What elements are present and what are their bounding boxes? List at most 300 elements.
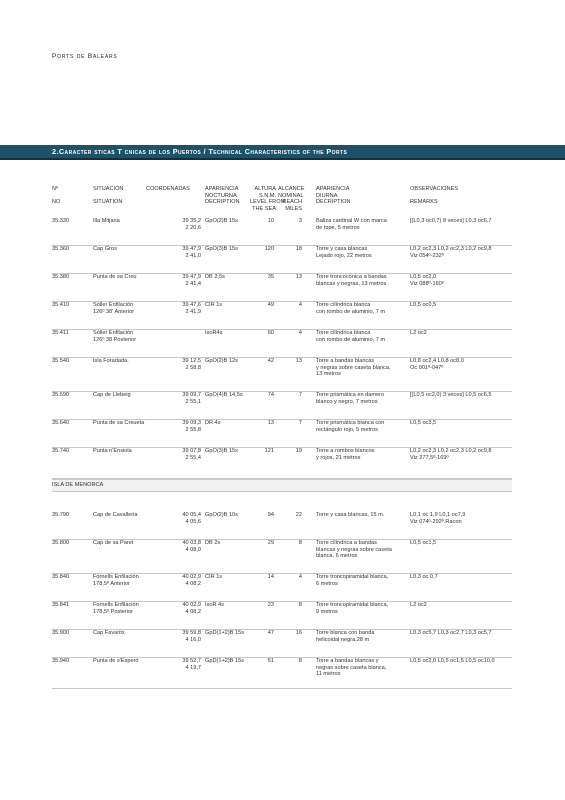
cell-altitude-line: 74: [267, 392, 274, 398]
header-coordinates: COORDENADAS: [146, 186, 190, 192]
cell-reach-line: 13: [295, 274, 302, 280]
cell-remarks: [410, 302, 436, 309]
cell-day-appearance-line: 6 metros: [316, 580, 338, 587]
cell-no: [52, 274, 69, 281]
cell-situation-line: Cap de Cavalleria: [93, 512, 138, 518]
cell-coordinates-line: 39 47,6: [182, 302, 201, 308]
cell-day-appearance: [316, 540, 392, 560]
cell-situation: [93, 574, 139, 587]
cell-coordinates: [146, 218, 201, 231]
table-row: [52, 658, 512, 689]
cell-remarks: [410, 540, 436, 547]
cell-altitude-line: 23: [267, 602, 274, 608]
cell-day-appearance-line: Torre troncopiramidal blanca,: [316, 602, 389, 608]
cell-remarks-line: L2 oc2: [410, 330, 427, 336]
cell-day-appearance-line: negras sobre caseta blanca,: [316, 664, 387, 671]
cell-situation-line: Illa Mitjana: [93, 218, 120, 224]
cell-reach-line: 22: [295, 512, 302, 518]
cell-altitude-line: 51: [267, 658, 274, 664]
cell-night-appearance: [205, 274, 225, 281]
cell-reach-line: 13: [295, 358, 302, 364]
cell-day-appearance-line: blancas y negras, 13 metros: [316, 280, 387, 287]
table-row: [52, 330, 512, 358]
cell-situation-line: Cap Favaritx: [93, 630, 125, 636]
cell-altitude: [250, 392, 274, 399]
cell-day-appearance-line: helicoidal negra,28 m: [316, 636, 370, 643]
cell-day-appearance-line: Baliza cardinal W con marca: [316, 218, 387, 224]
cell-night-appearance-line: IsoR4s: [205, 330, 223, 336]
cell-reach-line: 8: [298, 540, 302, 546]
cell-no: [52, 330, 69, 337]
cell-coordinates-line: 2 41,9: [185, 308, 201, 315]
cell-remarks-line: Viz 054º-232º: [410, 252, 444, 259]
header-daytime: APARIENCIA DIURNA DECRIPTION: [316, 186, 351, 206]
cell-night-appearance: [205, 602, 224, 609]
cell-night-appearance: [205, 630, 244, 637]
cell-remarks: [410, 358, 464, 371]
cell-no-line: 35.411: [52, 330, 69, 336]
cell-situation-line: 178,5º Anterior: [93, 580, 130, 587]
cell-altitude-line: 29: [267, 540, 274, 546]
cell-situation: [93, 630, 125, 637]
table-header: [52, 186, 512, 218]
header-no: Nº NO: [52, 186, 61, 205]
cell-day-appearance: [316, 392, 384, 405]
cell-day-appearance-line: Lejado rojo, 22 metros: [316, 252, 372, 259]
cell-no-line: 35.330: [52, 218, 70, 224]
cell-night-appearance-line: GpO(2)B 10s: [205, 512, 238, 518]
cell-altitude-line: 13: [267, 420, 274, 426]
cell-reach-line: 4: [298, 302, 302, 308]
cell-coordinates-line: 39 47,9: [182, 274, 201, 280]
cell-night-appearance-line: GpO(4)B 14,5s: [205, 392, 243, 398]
cell-remarks: [410, 602, 427, 609]
cell-reach: [278, 218, 302, 225]
cell-night-appearance-line: CIR 1s: [205, 574, 223, 580]
cell-remarks-line: L0,8 oc2,4 L0,8 oc8,0: [410, 358, 464, 364]
cell-night-appearance: [205, 420, 221, 427]
cell-reach: [278, 540, 302, 547]
section-title: 2.Caracter sticas T cnicas de los Puertos / Technical Characteristics of the Ports: [52, 147, 348, 156]
cell-reach: [278, 602, 302, 609]
cell-situation: [93, 392, 131, 399]
cell-night-appearance: [205, 302, 222, 309]
cell-reach: [278, 358, 302, 365]
table-row: [52, 630, 512, 658]
cell-day-appearance: [316, 358, 391, 378]
cell-night-appearance-line: GpO(2)B 15s: [205, 218, 238, 224]
cell-situation: [93, 330, 136, 343]
cell-no: [52, 540, 69, 547]
cell-remarks-line: [(L0,3 oc0,7) 8 veces] L0,3 oc6,7: [410, 218, 492, 224]
cell-situation-line: Cap de sa Paret: [93, 540, 134, 546]
cell-remarks-line: L0,3 oc 0,7: [410, 574, 438, 580]
cell-coordinates-line: 2 55,1: [185, 398, 201, 405]
cell-reach-line: 4: [298, 330, 302, 336]
cell-remarks-line: Oc 001º-047º: [410, 364, 444, 371]
cell-coordinates-line: 39 09,3: [182, 420, 201, 426]
cell-day-appearance-line: 11 metros: [316, 671, 341, 678]
cell-day-appearance-line: Torre y casa blancas, 15 m.: [316, 512, 385, 518]
cell-coordinates: [146, 630, 201, 643]
table-row: [52, 512, 512, 540]
table-body-menorca: [52, 512, 512, 689]
cell-coordinates: [146, 540, 201, 553]
cell-reach: [278, 330, 302, 337]
table-row: [52, 392, 512, 420]
cell-day-appearance-line: Torre blanca con banda: [316, 630, 375, 636]
cell-night-appearance-line: DB 2,5s: [205, 274, 225, 280]
cell-remarks-line: Viz 088º-160º: [410, 280, 444, 287]
cell-coordinates-line: 40 03,8: [182, 540, 201, 546]
cell-day-appearance-line: Torre a bandas blancas: [316, 358, 375, 364]
cell-altitude: [250, 540, 274, 547]
cell-altitude-line: 14: [267, 574, 274, 580]
cell-no: [52, 358, 69, 365]
cell-night-appearance-line: DR 4s: [205, 420, 221, 426]
cell-day-appearance: [316, 574, 388, 587]
table-body-mallorca: [52, 218, 512, 479]
cell-situation-line: Sóller Enfilación: [93, 330, 134, 336]
cell-day-appearance-line: blancas y negras sobre caseta: [316, 546, 392, 553]
cell-day-appearance-line: Torre cilíndrica blanca: [316, 302, 371, 308]
cell-day-appearance: [316, 602, 388, 615]
cell-day-appearance-line: blanca, 6 metros: [316, 553, 358, 560]
cell-remarks-line: L0,2 oc2,3 L0,2 oc2,3 L0,2 oc9,8: [410, 448, 492, 454]
cell-day-appearance-line: de tope, 5 metros: [316, 224, 360, 231]
cell-no-line: 35.360: [52, 246, 70, 252]
header-nocturnal: APARIENCIA NOCTURNA DECRIPTION: [205, 186, 240, 206]
cell-no-line: 35.900: [52, 630, 70, 636]
cell-coordinates-line: 2 41,0: [185, 252, 201, 259]
table-row: [52, 358, 512, 392]
cell-altitude: [250, 246, 274, 253]
cell-coordinates: [146, 274, 201, 287]
cell-remarks: [410, 392, 491, 399]
cell-situation-line: Punta de s'Esperó: [93, 658, 139, 664]
cell-altitude: [250, 358, 274, 365]
cell-day-appearance: [316, 302, 385, 315]
cell-no-line: 35.380: [52, 274, 70, 280]
cell-remarks-line: L0,5 oc3,5: [410, 420, 437, 426]
cell-remarks: [410, 274, 444, 287]
cell-night-appearance-line: IsoR 4s: [205, 602, 224, 608]
cell-situation: [93, 218, 120, 225]
cell-coordinates-line: 39 12,5: [182, 358, 201, 364]
cell-no-line: 35.590: [52, 392, 70, 398]
cell-no-line: 35.540: [52, 358, 70, 364]
cell-night-appearance: [205, 392, 243, 399]
cell-no: [52, 574, 69, 581]
cell-remarks: [410, 330, 427, 337]
cell-day-appearance-line: Torre troncocónica a bandas: [316, 274, 387, 280]
cell-day-appearance: [316, 658, 386, 678]
cell-coordinates-line: 4 08,0: [185, 546, 201, 553]
cell-day-appearance-line: con rombo de aluminio, 7 m: [316, 336, 386, 343]
lights-table: [52, 186, 512, 689]
cell-altitude: [250, 420, 274, 427]
cell-day-appearance-line: y rojos, 21 metros: [316, 454, 361, 461]
cell-situation-line: Cap Gros: [93, 246, 117, 252]
section-bar: [0, 145, 565, 160]
cell-coordinates-line: 39 52,7: [182, 658, 201, 664]
cell-night-appearance: [205, 574, 222, 581]
cell-day-appearance-line: Torre a bandas blancas y: [316, 658, 379, 664]
table-row: [52, 448, 512, 479]
cell-altitude: [250, 512, 274, 519]
cell-day-appearance-line: Torre prismática en damero: [316, 392, 385, 398]
cell-remarks: [410, 218, 491, 225]
cell-situation-line: Sóller Enfilación: [93, 302, 134, 308]
cell-day-appearance-line: Torre cilíndrica blanca: [316, 330, 371, 336]
cell-situation-line: 126º 38 Posterior: [93, 336, 137, 343]
cell-reach: [278, 630, 302, 637]
table-row: [52, 602, 512, 630]
cell-night-appearance: [205, 358, 238, 365]
cell-coordinates-line: 4 08,2: [185, 580, 201, 587]
cell-night-appearance-line: GpO(3)B 15s: [205, 448, 238, 454]
cell-altitude-line: 42: [267, 358, 274, 364]
cell-no: [52, 302, 69, 309]
cell-reach-line: 3: [298, 218, 302, 224]
cell-altitude-line: 94: [267, 512, 274, 518]
cell-altitude: [250, 574, 274, 581]
cell-coordinates: [146, 392, 201, 405]
cell-altitude: [250, 602, 274, 609]
cell-coordinates-line: 4 08,2: [185, 608, 201, 615]
cell-reach-line: 4: [298, 574, 302, 580]
cell-day-appearance-line: Torre a rombos blancos: [316, 448, 375, 454]
table-row: [52, 420, 512, 448]
cell-day-appearance-line: rectángulo rojo, 5 metros: [316, 426, 378, 433]
cell-reach: [278, 448, 302, 455]
cell-day-appearance: [316, 246, 372, 259]
cell-day-appearance: [316, 218, 387, 231]
cell-reach: [278, 658, 302, 665]
table-row: [52, 540, 512, 574]
cell-reach: [278, 302, 302, 309]
table-row: [52, 274, 512, 302]
cell-altitude: [250, 330, 274, 337]
cell-night-appearance-line: CIR 1s: [205, 302, 223, 308]
cell-no: [52, 602, 69, 609]
cell-coordinates: [146, 658, 201, 671]
cell-coordinates-line: 39 35,2: [182, 218, 201, 224]
cell-reach: [278, 574, 302, 581]
cell-night-appearance-line: DB 2s: [205, 540, 221, 546]
table-row: [52, 218, 512, 246]
cell-altitude: [250, 630, 274, 637]
cell-coordinates-line: 2 55,4: [185, 454, 201, 461]
cell-remarks-line: L0,3 oc5,7 L0,3 oc2,7 L0,3 oc5,7: [410, 630, 492, 636]
cell-no-line: 35.841: [52, 602, 70, 608]
region-spacer: [52, 492, 512, 512]
cell-night-appearance-line: GpO(3)B 15s: [205, 246, 238, 252]
cell-night-appearance: [205, 512, 238, 519]
cell-night-appearance: [205, 540, 220, 547]
cell-no: [52, 218, 69, 225]
cell-coordinates: [146, 302, 201, 315]
cell-coordinates-line: 4 16,0: [185, 636, 201, 643]
cell-day-appearance-line: Torre prismática blanca con: [316, 420, 385, 426]
region-row: [52, 479, 512, 492]
cell-situation: [93, 448, 132, 455]
cell-day-appearance: [316, 330, 385, 343]
cell-remarks: [410, 658, 495, 665]
cell-altitude: [250, 274, 274, 281]
cell-altitude-line: 120: [264, 246, 274, 252]
cell-night-appearance-line: GpD(1+2)B 15s: [205, 630, 245, 636]
cell-remarks: [410, 246, 491, 259]
cell-no: [52, 630, 69, 637]
cell-day-appearance: [316, 274, 387, 287]
header-reach: ALCANCE NOMINAL REACH MILES: [278, 186, 305, 212]
cell-coordinates: [146, 358, 201, 371]
cell-remarks-line: L0,5 oc2,0: [410, 274, 437, 280]
cell-coordinates-line: 39 59,8: [182, 630, 201, 636]
cell-coordinates: [146, 420, 201, 433]
cell-reach-line: 7: [298, 392, 302, 398]
cell-altitude-line: 60: [267, 330, 274, 336]
cell-remarks-line: [(L0,5 oc2,0) 3 veces] L0,5 oc6,5: [410, 392, 492, 398]
cell-altitude: [250, 302, 274, 309]
cell-coordinates-line: 40 02,9: [182, 602, 201, 608]
cell-night-appearance: [205, 218, 238, 225]
cell-altitude-line: 10: [267, 218, 274, 224]
cell-coordinates-line: 40 05,4: [182, 512, 201, 518]
cell-reach-line: 7: [298, 420, 302, 426]
cell-coordinates: [146, 602, 201, 615]
cell-no-line: 35.410: [52, 302, 70, 308]
cell-reach-line: 8: [298, 602, 302, 608]
cell-coordinates-line: 39 09,7: [182, 392, 201, 398]
cell-remarks-line: Viz 074º-292º.Racon: [410, 518, 462, 525]
cell-remarks-line: L0,1 oc 1,9 L0,1 oc7,9: [410, 512, 466, 518]
cell-day-appearance: [316, 630, 374, 643]
cell-coordinates-line: 4 19,7: [185, 664, 201, 671]
cell-situation: [93, 512, 137, 519]
table-row: [52, 574, 512, 602]
cell-situation: [93, 420, 144, 427]
cell-coordinates-line: 2 41,4: [185, 280, 201, 287]
cell-no: [52, 392, 69, 399]
cell-day-appearance: [316, 420, 384, 433]
cell-situation: [93, 602, 139, 615]
cell-day-appearance-line: y negras sobre caseta blanca,: [316, 364, 391, 371]
cell-day-appearance-line: blanco y negro, 7 metros: [316, 398, 378, 405]
cell-situation: [93, 358, 129, 365]
cell-situation: [93, 274, 137, 281]
cell-altitude-line: 47: [267, 630, 274, 636]
cell-no-line: 35.940: [52, 658, 70, 664]
cell-night-appearance: [205, 330, 222, 337]
cell-situation-line: Fornells Enfilación: [93, 602, 139, 608]
cell-day-appearance-line: 9 metros: [316, 608, 338, 615]
cell-situation-line: 178,5º Posterior: [93, 608, 133, 615]
cell-coordinates-line: 40 02,9: [182, 574, 201, 580]
cell-altitude-line: 49: [267, 302, 274, 308]
cell-coordinates-line: 2 55,8: [185, 426, 201, 433]
cell-remarks-line: L0,2 oc2,3 L0,2 oc2,3 L0,2 oc9,8: [410, 246, 492, 252]
cell-night-appearance: [205, 448, 238, 455]
table-row: [52, 246, 512, 274]
cell-remarks: [410, 574, 438, 581]
region-label: ISLA DE MENORCA: [52, 482, 104, 488]
cell-night-appearance-line: GpD(1+2)B 15s: [205, 658, 245, 664]
cell-no: [52, 658, 69, 665]
cell-altitude: [250, 218, 274, 225]
cell-night-appearance-line: GpO(2)B 12s: [205, 358, 238, 364]
cell-no: [52, 512, 69, 519]
running-head: Ports de Balears: [52, 53, 118, 60]
cell-no-line: 35.740: [52, 448, 70, 454]
cell-reach-line: 19: [295, 448, 302, 454]
cell-situation-line: 126º 38' Anterior: [93, 308, 135, 315]
cell-coordinates: [146, 246, 201, 259]
cell-reach: [278, 274, 302, 281]
table-row: [52, 302, 512, 330]
cell-reach: [278, 512, 302, 519]
cell-no-line: 35.640: [52, 420, 70, 426]
cell-day-appearance: [316, 512, 384, 519]
cell-situation-line: Fornells Enfilación: [93, 574, 139, 580]
cell-day-appearance-line: Torre y casa blancas: [316, 246, 368, 252]
cell-reach-line: 8: [298, 658, 302, 664]
cell-no: [52, 420, 69, 427]
cell-no: [52, 246, 69, 253]
cell-no-line: 35.840: [52, 574, 70, 580]
cell-situation-line: Punta de sa Creueta: [93, 420, 145, 426]
cell-no: [52, 448, 69, 455]
cell-reach: [278, 392, 302, 399]
cell-coordinates: [146, 512, 201, 525]
cell-reach: [278, 420, 302, 427]
cell-night-appearance: [205, 658, 244, 665]
cell-situation: [93, 302, 134, 315]
cell-situation: [93, 540, 133, 547]
cell-coordinates-line: 4 05,6: [185, 518, 201, 525]
cell-remarks-line: L0,5 oc2,0 L0,5 oc1,5 L0,5 oc10,0: [410, 658, 495, 664]
cell-altitude-line: 35: [267, 274, 274, 280]
cell-day-appearance-line: con rombo de aluminio, 7 m: [316, 308, 386, 315]
cell-remarks-line: Viz 277,5º-169º: [410, 454, 449, 461]
cell-remarks-line: L0,5 oc0,5: [410, 302, 437, 308]
cell-remarks-line: L0,5 oc1,5: [410, 540, 437, 546]
cell-no-line: 35.800: [52, 540, 70, 546]
cell-coordinates-line: 2 58,8: [185, 364, 201, 371]
cell-reach-line: 18: [295, 246, 302, 252]
header-altitude: ALTURA S.N.M. LEVEL FROM THE SEA: [250, 186, 286, 212]
cell-remarks: [410, 512, 465, 525]
cell-situation-line: Isla Foradada.: [93, 358, 129, 364]
cell-coordinates-line: 2 20,6: [185, 224, 201, 231]
cell-coordinates-line: 39 07,8: [182, 448, 201, 454]
cell-day-appearance-line: Torre cilíndrica a bandas: [316, 540, 377, 546]
cell-situation-line: Punta n'Ensiola: [93, 448, 132, 454]
cell-remarks: [410, 420, 436, 427]
cell-altitude: [250, 448, 274, 455]
cell-coordinates-line: 39 47,9: [182, 246, 201, 252]
cell-altitude-line: 121: [264, 448, 274, 454]
cell-situation: [93, 246, 117, 253]
cell-night-appearance: [205, 246, 238, 253]
cell-day-appearance-line: 13 metros: [316, 371, 341, 378]
cell-no-line: 35.790: [52, 512, 70, 518]
header-remarks: OBSERVACIONES REMARKS: [410, 186, 458, 205]
cell-remarks-line: L2 oc2: [410, 602, 427, 608]
cell-remarks: [410, 448, 491, 461]
header-situation: SITUACIÓN SITUATION: [93, 186, 124, 205]
